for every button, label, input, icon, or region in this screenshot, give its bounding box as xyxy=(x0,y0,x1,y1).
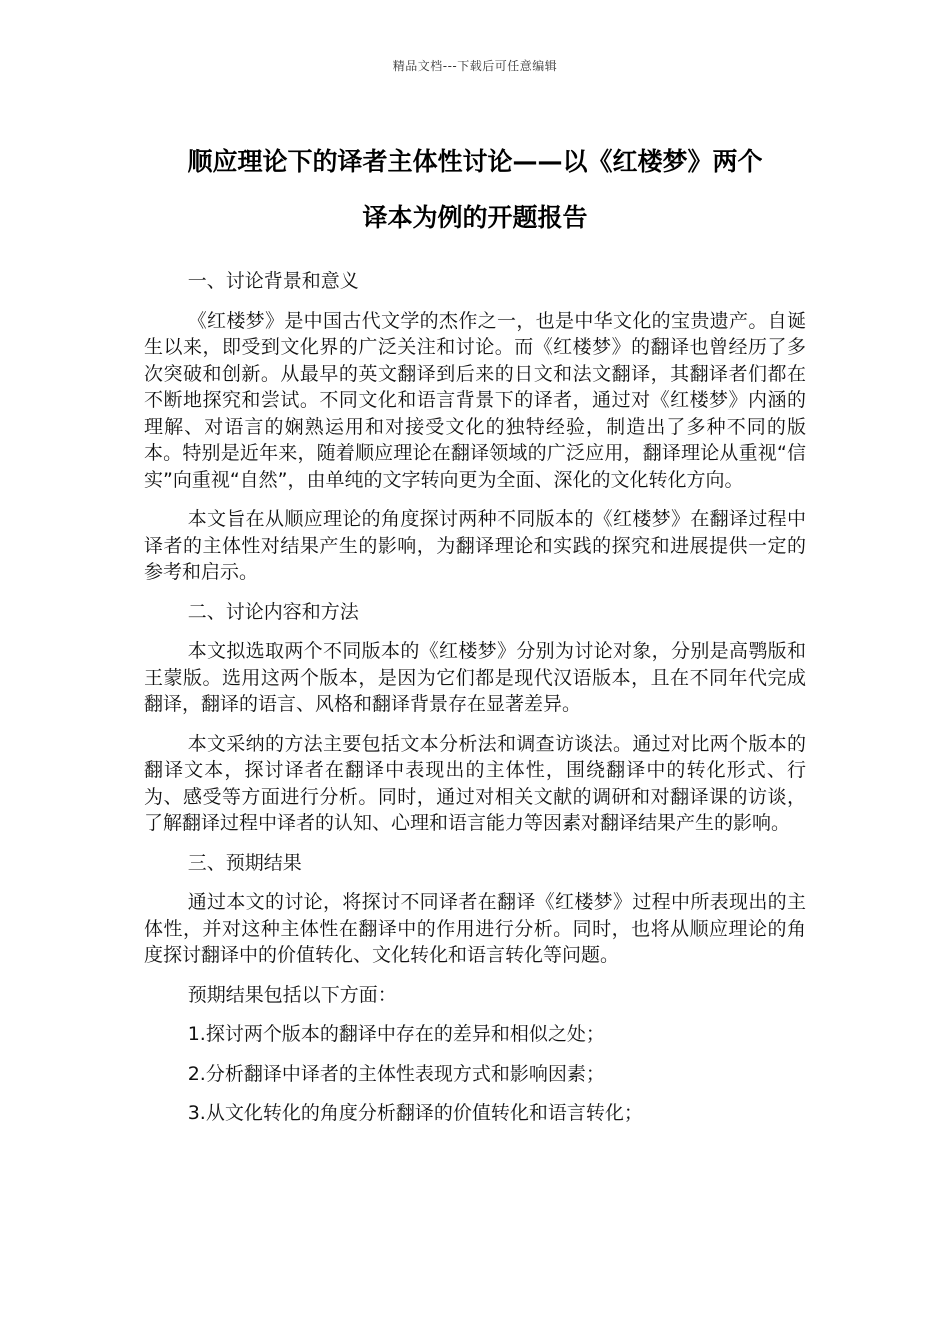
document-title xyxy=(140,134,810,246)
paragraph-results-intro: 预期结果包括以下方面： xyxy=(187,983,397,1006)
paragraph-background-2: 本文旨在从顺应理论的角度探讨两种不同版本的《红楼梦》在翻译过程中译者的主体性对结果产生的影响，为翻译理论和实践的探究和进展提供一定的参考和启示。 xyxy=(144,508,806,583)
paragraph-background-1: 《红楼梦》是中国古代文学的杰作之一，也是中华文化的宝贵遗产。自诞生以来，即受到文化界的广泛关注和讨论。而《红楼梦》的翻译也曾经历了多次突破和创新。从最早的英文翻译到后来的日文和法文翻译，其翻译者们都在不断地探究和尝试。不同文化和语言背景下的译者，通过对《红楼梦》内涵的理解、对语言的娴熟运用和对接受文化的独特经验，制造出了多种不同的版本。特别是近年来，随着顺应理论在翻译领域的广泛应用，翻译理论从重视“信实”向重视“自然”，由单纯的文字转向更为全面、深化的文化转化方向。 xyxy=(144,309,806,491)
section-heading-background: 一、讨论背景和意义 xyxy=(187,270,359,292)
section-heading-content-method: 二、讨论内容和方法 xyxy=(187,600,359,623)
title-line-1: 顺应理论下的译者主体性讨论——以《红楼梦》两个 xyxy=(187,147,763,176)
document-body xyxy=(144,268,806,1140)
paragraph-content-2: 本文采纳的方法主要包括文本分析法和调查访谈法。通过对比两个版本的翻译文本，探讨译者在翻译中表现出的主体性，围绕翻译中的转化形式、行为、感受等方面进行分析。同时，通过对相关文献的调研和对翻译课的访谈，了解翻译过程中译者的认知、心理和语言能力等因素对翻译结果产生的影响。 xyxy=(144,732,806,834)
paragraph-results-1: 通过本文的讨论，将探讨不同译者在翻译《红楼梦》过程中所表现出的主体性，并对这种主体性在翻译中的作用进行分析。同时，也将从顺应理论的角度探讨翻译中的价值转化、文化转化和语言转化等问题。 xyxy=(144,891,806,966)
title-line-2: 译本为例的开题报告 xyxy=(362,203,588,232)
list-item-2: 2.分析翻译中译者的主体性表现方式和影响因素； xyxy=(187,1062,605,1085)
paragraph-content-1: 本文拟选取两个不同版本的《红楼梦》分别为讨论对象，分别是高鹗版和王蒙版。选用这两个版本，是因为它们都是现代汉语版本，且在不同年代完成翻译，翻译的语言、风格和翻译背景存在显著差异。 xyxy=(144,640,806,715)
list-item-1: 1.探讨两个版本的翻译中存在的差异和相似之处； xyxy=(187,1023,605,1045)
header-note: 精品文档---下载后可任意编辑 xyxy=(392,59,558,73)
list-item-3: 3.从文化转化的角度分析翻译的价值转化和语言转化； xyxy=(187,1102,643,1124)
section-heading-expected-results: 三、预期结果 xyxy=(187,851,302,874)
